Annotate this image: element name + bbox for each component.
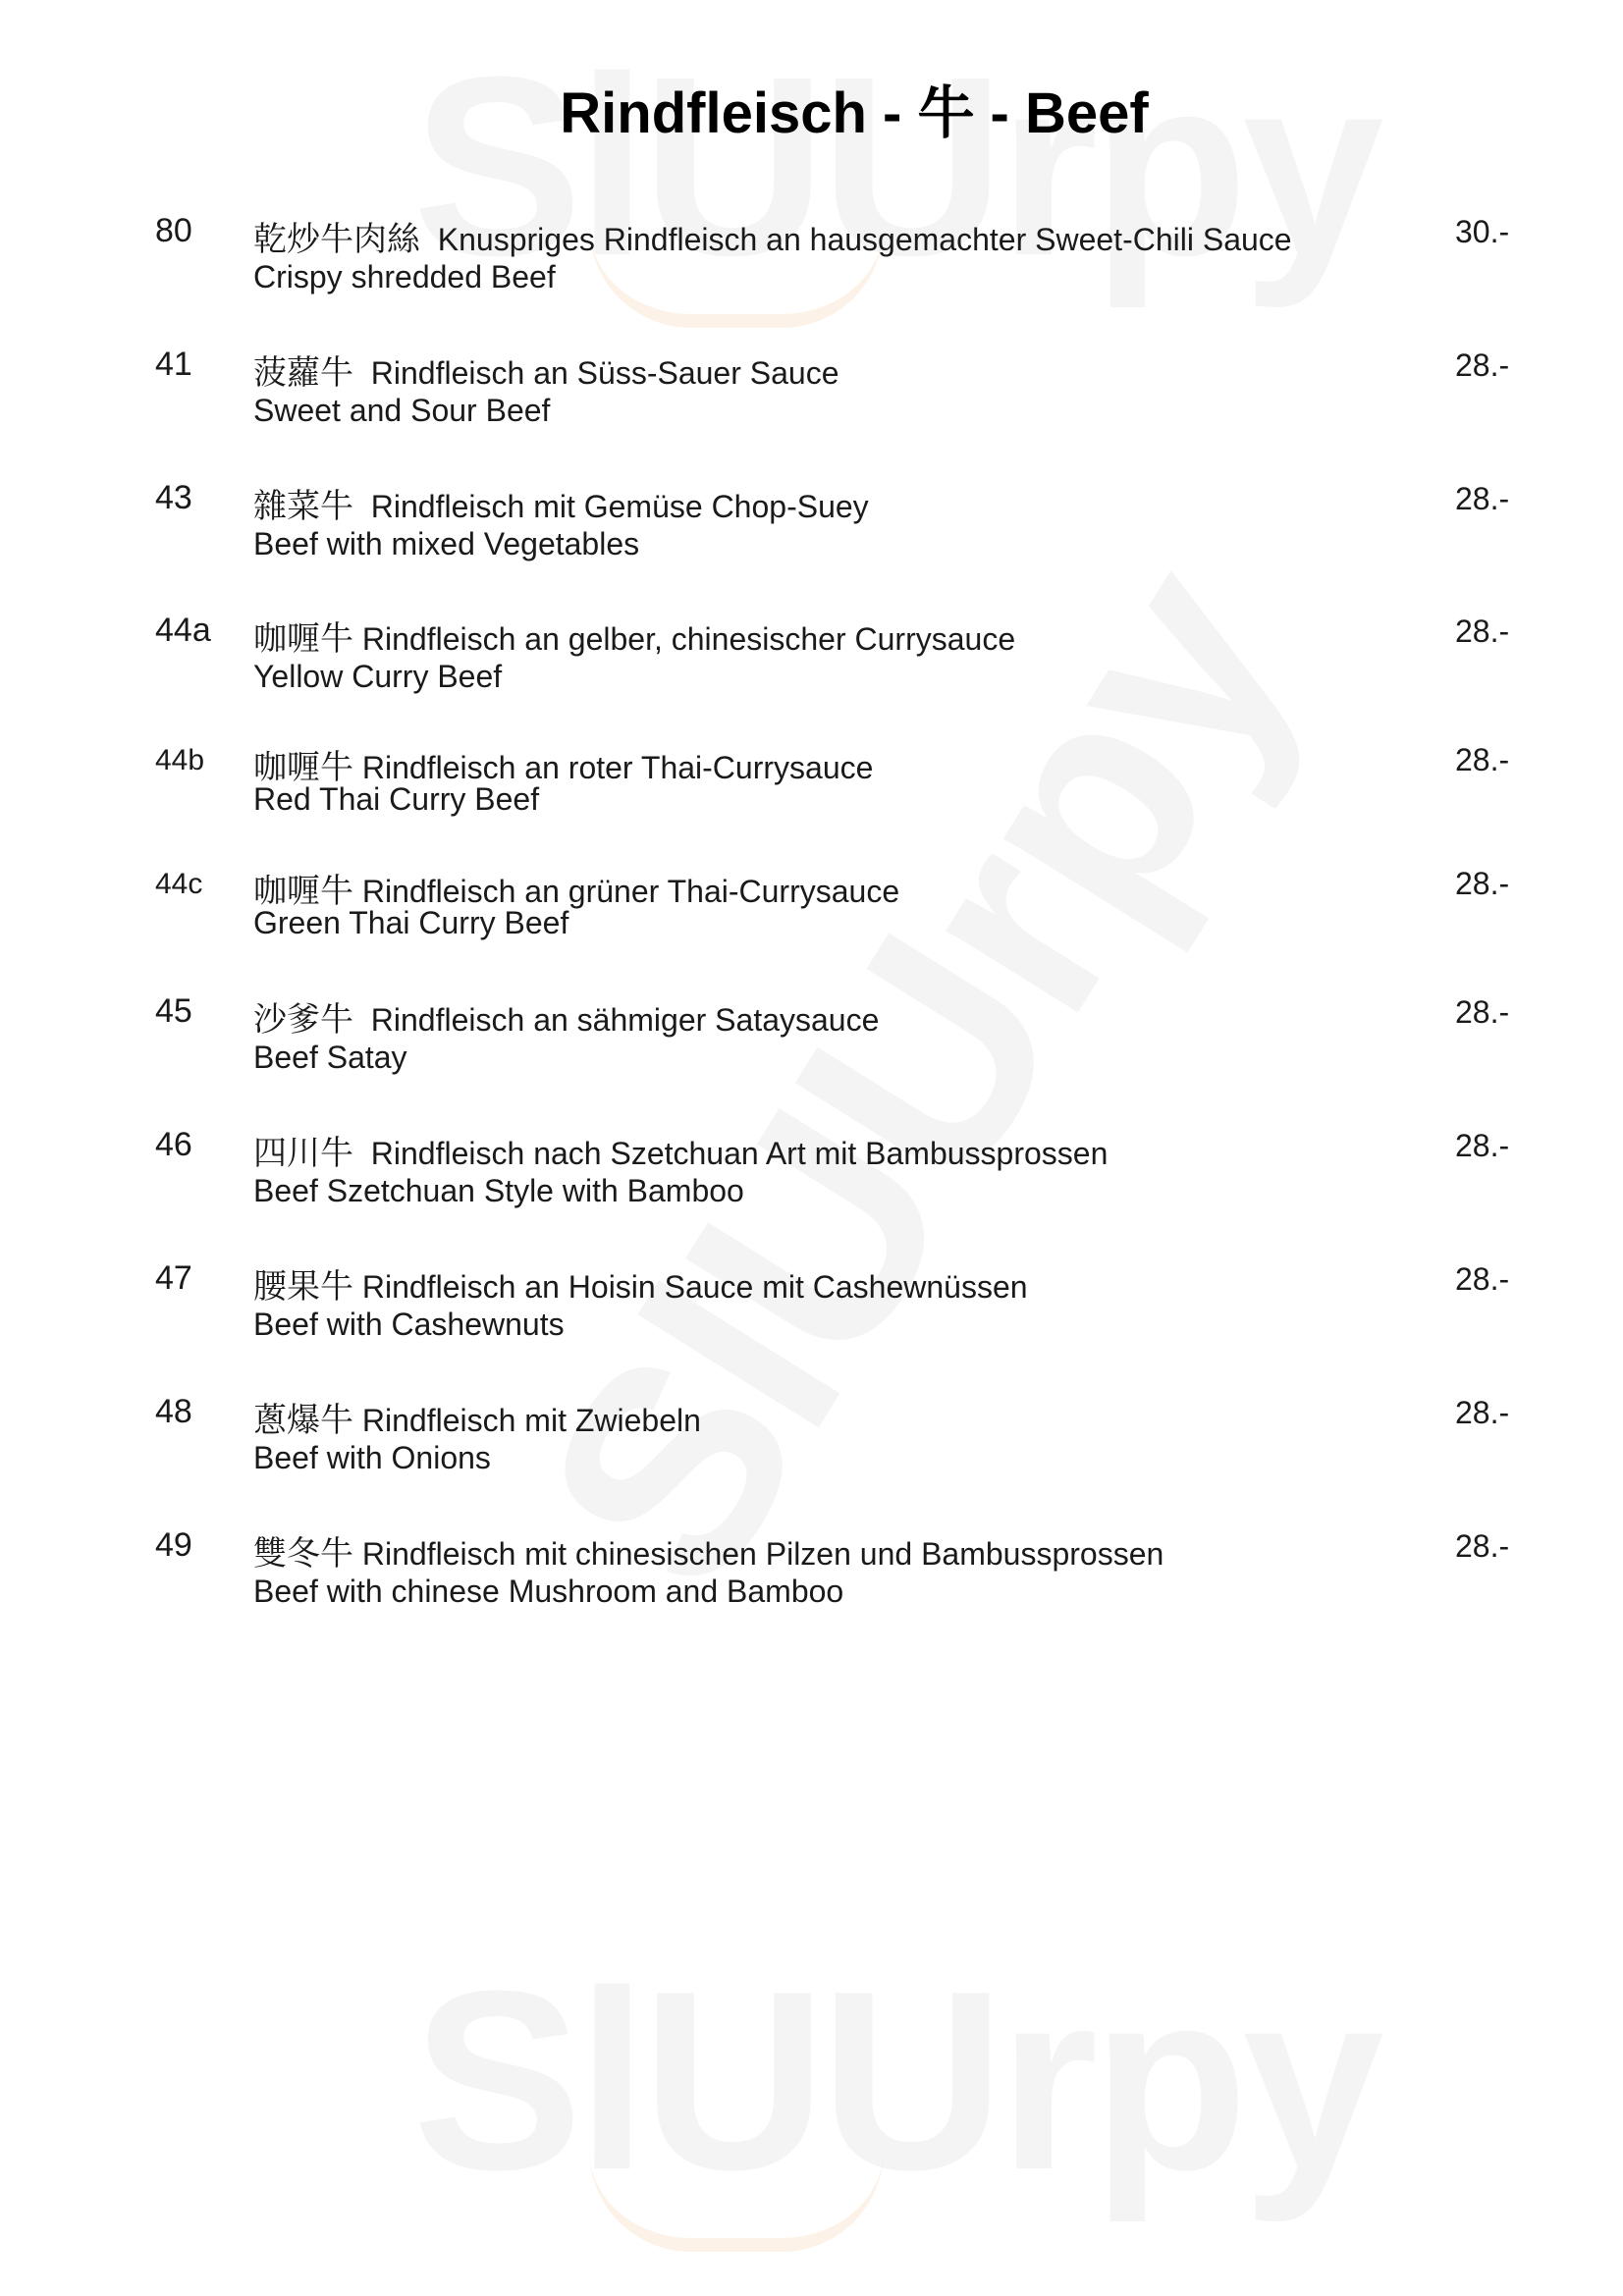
item-price: 28.-	[1455, 866, 1510, 901]
item-number: 80	[155, 212, 192, 249]
item-german-description: Rindfleisch mit Zwiebeln	[361, 1403, 701, 1438]
item-number: 44a	[155, 612, 211, 649]
item-german-description: Knuspriges Rindfleisch an hausgemachter Sweet-Chili Sauce	[437, 222, 1292, 257]
item-chinese-name: 雙冬牛	[253, 1534, 353, 1574]
item-english-description: Crispy shredded Beef	[253, 259, 556, 294]
item-german-description: Rindfleisch an Süss-Sauer Sauce	[370, 355, 839, 391]
item-number: 48	[155, 1393, 192, 1430]
item-english-description: Beef Satay	[253, 1040, 407, 1075]
item-chinese-name: 沙爹牛	[253, 1000, 353, 1040]
item-number: 44b	[155, 744, 205, 776]
item-chinese-name: 四川牛	[253, 1134, 353, 1173]
item-german-description: Rindfleisch an gelber, chinesischer Currysauce	[361, 621, 1016, 657]
item-line-german	[253, 1259, 1028, 1308]
item-chinese-name: 菠蘿牛	[253, 353, 353, 393]
item-price: 28.-	[1455, 1261, 1510, 1297]
item-english-description: Green Thai Curry Beef	[253, 905, 569, 940]
item-line-german	[253, 346, 839, 394]
item-number: 44c	[155, 868, 203, 900]
item-line-german	[253, 1526, 1163, 1575]
item-english-description: Beef with Onions	[253, 1440, 491, 1475]
item-german-description: Rindfleisch mit chinesischen Pilzen und Bambussprossen	[361, 1536, 1164, 1572]
item-english-description: Sweet and Sour Beef	[253, 393, 551, 428]
item-number: 49	[155, 1526, 192, 1564]
item-price: 28.-	[1455, 1128, 1510, 1163]
item-number: 47	[155, 1259, 192, 1297]
item-german-description: Rindfleisch an Hoisin Sauce mit Cashewnüssen	[361, 1269, 1028, 1305]
item-price: 28.-	[1455, 347, 1510, 383]
item-english-description: Yellow Curry Beef	[253, 659, 503, 694]
item-price: 30.-	[1455, 214, 1510, 249]
item-number: 45	[155, 992, 192, 1030]
item-line-german	[253, 992, 879, 1041]
item-price: 28.-	[1455, 1395, 1510, 1430]
item-german-description: Rindfleisch an grüner Thai-Currysauce	[361, 874, 900, 909]
item-english-description: Red Thai Curry Beef	[253, 781, 540, 817]
item-english-description: Beef Szetchuan Style with Bamboo	[253, 1173, 744, 1208]
item-price: 28.-	[1455, 742, 1510, 777]
item-german-description: Rindfleisch mit Gemüse Chop-Suey	[370, 489, 869, 524]
item-chinese-name: 咖喱牛	[253, 872, 353, 911]
item-line-german	[253, 612, 1015, 660]
item-chinese-name: 雜菜牛	[253, 487, 353, 526]
item-chinese-name: 咖喱牛	[253, 619, 353, 659]
item-english-description: Beef with Cashewnuts	[253, 1307, 565, 1342]
item-german-description: Rindfleisch an sähmiger Sataysauce	[370, 1002, 880, 1038]
item-english-description: Beef with chinese Mushroom and Bamboo	[253, 1574, 844, 1609]
item-line-german	[253, 212, 1292, 260]
item-number: 41	[155, 346, 192, 383]
item-english-description: Beef with mixed Vegetables	[253, 526, 640, 561]
item-german-description: Rindfleisch nach Szetchuan Art mit Bambussprossen	[370, 1136, 1109, 1171]
item-german-description: Rindfleisch an roter Thai-Currysauce	[361, 750, 874, 785]
item-price: 28.-	[1455, 481, 1510, 516]
item-chinese-name: 腰果牛	[253, 1267, 353, 1307]
item-price: 28.-	[1455, 994, 1510, 1030]
item-line-german	[253, 479, 869, 527]
page-title: Rindfleisch - 牛 - Beef	[560, 81, 1149, 145]
item-chinese-name: 乾炒牛肉絲	[253, 220, 420, 259]
item-chinese-name: 蔥爆牛	[253, 1401, 353, 1440]
item-line-german	[253, 1126, 1108, 1174]
item-chinese-name: 咖喱牛	[253, 748, 353, 787]
item-price: 28.-	[1455, 614, 1510, 649]
item-price: 28.-	[1455, 1528, 1510, 1564]
item-number: 43	[155, 479, 192, 516]
item-number: 46	[155, 1126, 192, 1163]
item-line-german	[253, 1393, 701, 1441]
